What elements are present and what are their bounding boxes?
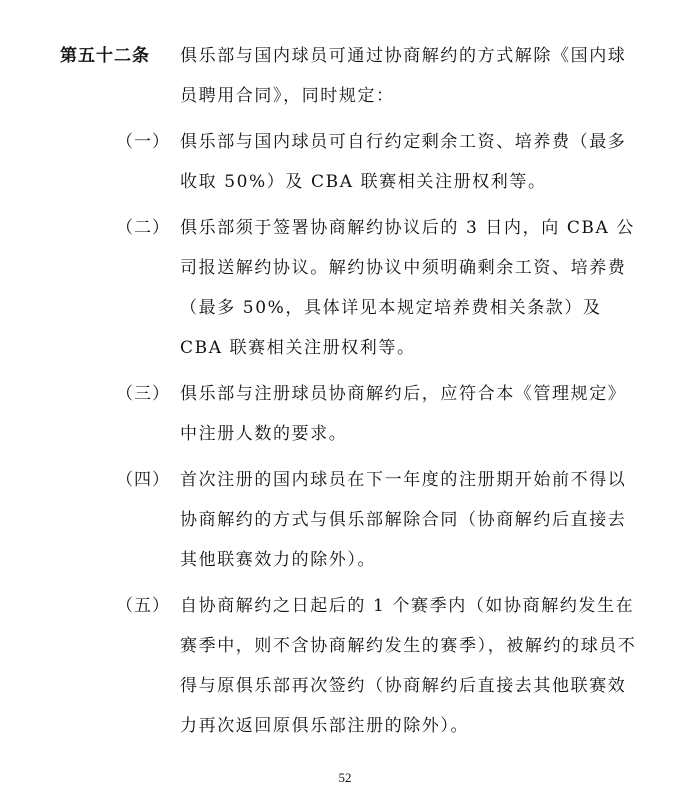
article-52: [60, 36, 640, 746]
clause-number: （五）: [116, 596, 170, 616]
article-number: 第五十二条: [60, 46, 150, 66]
clause-number: （二）: [116, 218, 170, 238]
clause-text: 自协商解约之日起后的 1 个赛季内（如协商解约发生在赛季中，则不含协商解约发生的赛季），被解约的球员不得与原俱乐部再次签约（协商解约后直接去其他联赛效力再次返回原俱乐部注册的除外）。: [180, 596, 637, 736]
article-intro-text: 俱乐部与国内球员可通过协商解约的方式解除《国内球员聘用合同》，同时规定：: [180, 46, 627, 106]
clause-1: [60, 122, 640, 202]
clause-number: （一）: [116, 132, 170, 152]
clause-number: （三）: [116, 384, 170, 404]
clause-number: （四）: [116, 470, 170, 490]
page-number: 52: [338, 770, 352, 785]
clause-2: [60, 208, 640, 368]
clause-3: [60, 374, 640, 454]
clause-5: [60, 586, 640, 746]
clause-text: 俱乐部与注册球员协商解约后，应符合本《管理规定》中注册人数的要求。: [180, 384, 627, 444]
clause-text: 俱乐部与国内球员可自行约定剩余工资、培养费（最多收取 50%）及 CBA 联赛相关注册权利等。: [180, 132, 627, 192]
article-header: [60, 36, 640, 116]
clause-text: 俱乐部须于签署协商解约协议后的 3 日内，向 CBA 公司报送解约协议。解约协议中须明确剩余工资、培养费（最多 50%，具体详见本规定培养费相关条款）及 CBA 联赛相关注册权利等。: [180, 218, 636, 358]
clause-4: [60, 460, 640, 580]
clause-text: 首次注册的国内球员在下一年度的注册期开始前不得以协商解约的方式与俱乐部解除合同（协商解约后直接去其他联赛效力的除外）。: [180, 470, 627, 570]
